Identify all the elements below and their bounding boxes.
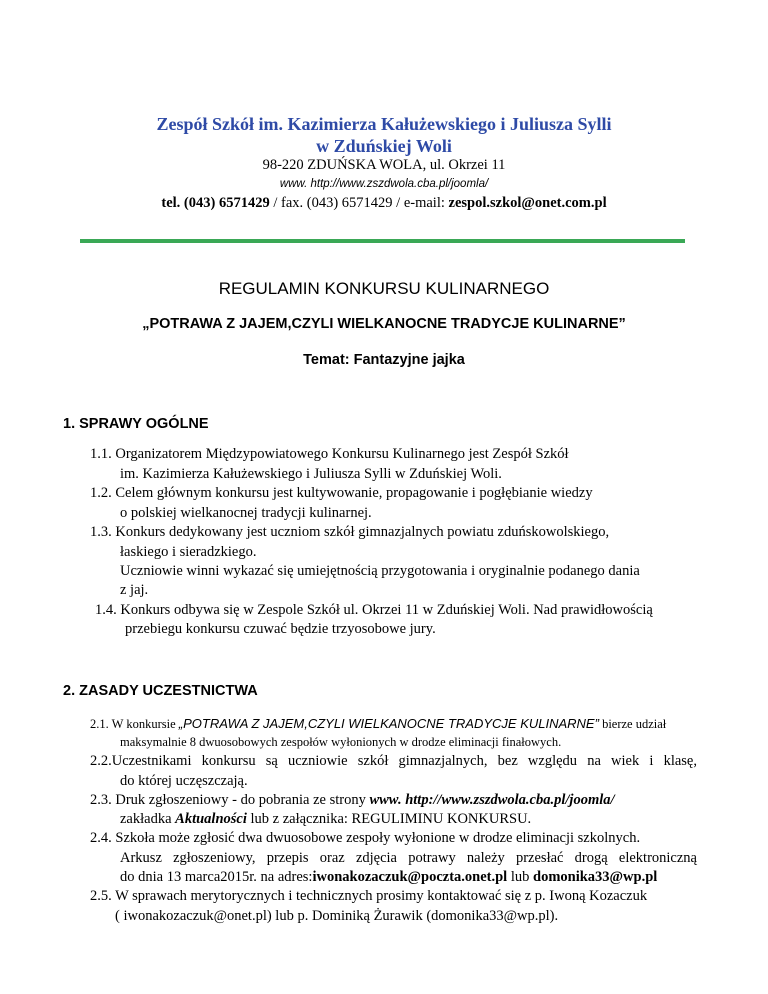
header-divider bbox=[80, 239, 685, 243]
s2-p4-line-2: Arkusz zgłoszeniowy, przepis oraz zdjęcia potrawy należy przesłać drogą elektroniczną bbox=[120, 850, 697, 866]
s2-p1-prefix: 2.1. W konkursie bbox=[90, 717, 179, 731]
s1-line-2: im. Kazimierza Kałużewskiego i Juliusza Sylli w Zduńskiej Woli. bbox=[120, 466, 502, 482]
s2-p2-line-2: do której uczęszczają. bbox=[120, 773, 248, 789]
s2-p3-attachment: lub z załącznika: REGULIMINU KONKURSU. bbox=[246, 811, 532, 827]
section-2-heading: 2. ZASADY UCZESTNICTWA bbox=[63, 683, 258, 699]
s2-p1-line-1 bbox=[90, 716, 666, 732]
s2-p1-suffix: bierze udział bbox=[598, 717, 667, 731]
s2-p2-line-1: 2.2.Uczestnikami konkursu są uczniowie szkół gimnazjalnych, bez względu na wiek i klasę, bbox=[90, 753, 697, 769]
s2-p5-line-1: 2.5. W sprawach merytorycznych i technicznych prosimy kontaktować się z p. Iwoną Kozaczuk bbox=[90, 888, 648, 904]
school-name-line-2: w Zduńskiej Woli bbox=[316, 136, 452, 156]
s2-p4-email-2: domonika33@wp.pl bbox=[533, 869, 658, 885]
s1-line-10: przebiegu konkursu czuwać będzie trzyosobowe jury. bbox=[125, 621, 436, 637]
s2-p3-prefix: 2.3. Druk zgłoszeniowy - do pobrania ze strony bbox=[90, 792, 370, 808]
school-contact bbox=[0, 195, 768, 212]
s1-line-3: 1.2. Celem głównym konkursu jest kultywowanie, propagowanie i pogłębianie wiedzy bbox=[90, 485, 593, 501]
school-email: zespol.szkol@onet.com.pl bbox=[448, 195, 607, 211]
s1-line-5: 1.3. Konkurs dedykowany jest uczniom szkół gimnazjalnych powiatu zduńskowolskiego, bbox=[90, 524, 610, 540]
section-1-heading: 1. SPRAWY OGÓLNE bbox=[63, 416, 209, 432]
s1-line-9: 1.4. Konkurs odbywa się w Zespole Szkół ul. Okrzei 11 w Zduńskiej Woli. Nad prawidłowością bbox=[95, 602, 653, 618]
contest-topic: Temat: Fantazyjne jajka bbox=[303, 352, 465, 368]
contest-name: „POTRAWA Z JAJEM,CZYLI WIELKANOCNE TRADYCJE KULINARNE” bbox=[142, 316, 626, 332]
s1-line-8: z jaj. bbox=[120, 582, 149, 598]
s2-p3-line-2 bbox=[120, 811, 531, 828]
s1-line-6: łaskiego i sieradzkiego. bbox=[120, 544, 257, 560]
s2-p3-tab-name: Aktualności bbox=[175, 811, 247, 827]
s2-p4-email-1: iwonakozaczuk@poczta.onet.pl bbox=[312, 869, 508, 885]
s1-line-1: 1.1. Organizatorem Międzypowiatowego Konkursu Kulinarnego jest Zespół Szkół bbox=[90, 446, 569, 462]
s2-p3-line-1 bbox=[90, 792, 615, 809]
school-address: 98-220 ZDUŃSKA WOLA, ul. Okrzei 11 bbox=[262, 157, 506, 173]
s2-p1-line-2: maksymalnie 8 dwuosobowych zespołów wyłonionych w drodze eliminacji finałowych. bbox=[120, 735, 562, 749]
school-name-line-1: Zespół Szkół im. Kazimierza Kałużewskiego i Juliusza Sylli bbox=[156, 114, 612, 134]
document-title: REGULAMIN KONKURSU KULINARNEGO bbox=[218, 279, 550, 298]
s2-p3-website: www. http://www.zszdwola.cba.pl/joomla/ bbox=[369, 792, 615, 808]
s1-line-4: o polskiej wielkanocnej tradycji kulinarnej. bbox=[120, 505, 372, 521]
s1-line-7: Uczniowie winni wykazać się umiejętnością przygotowania i oryginalnie podanego dania bbox=[120, 563, 640, 579]
s2-p3-tab-prefix: zakładka bbox=[120, 811, 176, 827]
s2-p4-line-1: 2.4. Szkoła może zgłosić dwa dwuosobowe zespoły wyłonione w drodze eliminacji szkolnych. bbox=[90, 830, 641, 846]
school-fax: / fax. (043) 6571429 / e-mail: bbox=[269, 195, 449, 211]
s2-p5-line-2: ( iwonakozaczuk@onet.pl) lub p. Dominiką Żurawik (domonika33@wp.pl). bbox=[115, 908, 559, 924]
school-website: www. http://www.zszdwola.cba.pl/joomla/ bbox=[279, 178, 489, 190]
s2-p4-deadline: do dnia 13 marca2015r. na adres: bbox=[120, 869, 313, 885]
s2-p1-contest-name: „POTRAWA Z JAJEM,CZYLI WIELKANOCNE TRADYCJE KULINARNE” bbox=[178, 716, 599, 731]
school-phone: tel. (043) 6571429 bbox=[161, 195, 270, 211]
s2-p4-or: lub bbox=[507, 869, 533, 885]
s2-p4-line-3 bbox=[120, 869, 657, 886]
